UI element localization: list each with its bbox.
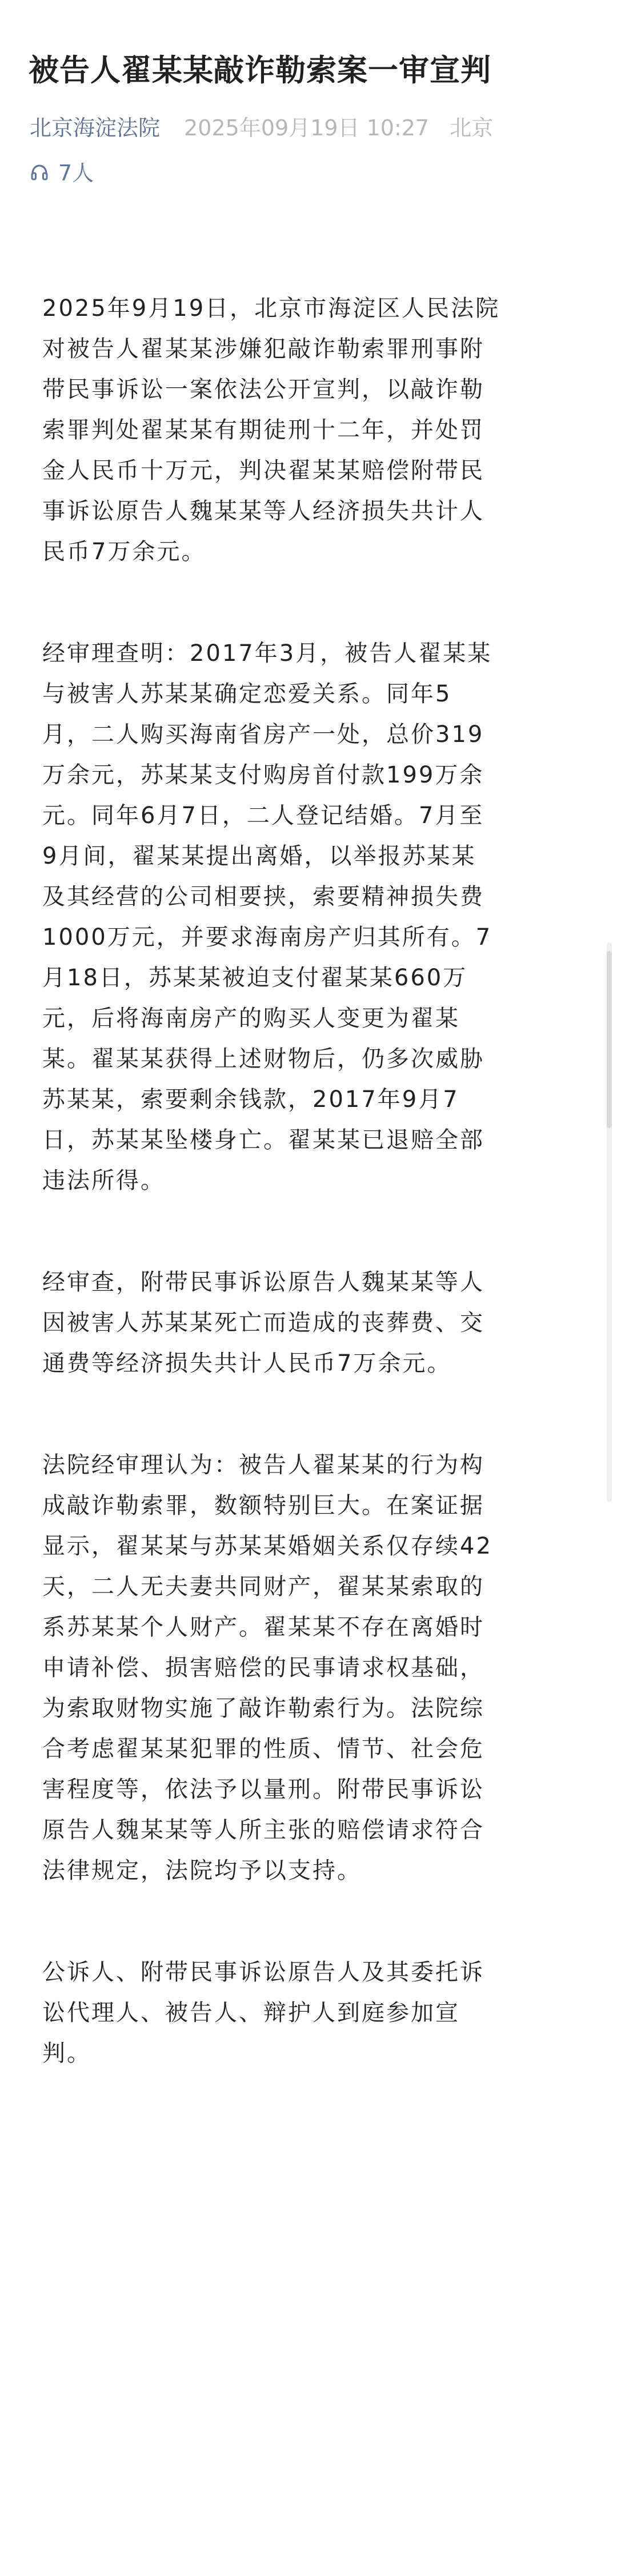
article-paragraph: 经审查，附带民事诉讼原告人魏某某等人 因被害人苏某某死亡而造成的丧葬费、交 通费等经济损失共计人民币7万余元。: [42, 1269, 484, 1377]
article-title: 被告人翟某某敲诈勒索案一审宣判: [29, 53, 491, 88]
article-paragraph: 经审理查明：2017年3月，被告人翟某某 与被害人苏某某确定恋爱关系。同年5 月，二人购买海南省房产一处，总价319 万余元，苏某某支付购房首付款199万余 元。同年6月7日，二人登记结婚。7月至 9月间，翟某某提出离婚，以举报苏某某 及其经营的公司相要挟，索要精神损失费 1000万元，并要求海南房产归其所有。7 月18日，苏某某被迫支付翟某某660万 元，后将海南房产的购买人变更为翟某 某。翟某某获得上述财物后，仍多次威胁 苏某某，索要剩余钱款，2017年9月7 日，苏某某坠楼身亡。翟某某已退赔全部 违法所得。: [42, 640, 492, 1194]
publish-datetime: 2025年09月19日 10:27: [184, 115, 430, 141]
article-meta: [30, 113, 493, 143]
listener-count: [30, 158, 94, 188]
source-link[interactable]: 北京海淀法院: [30, 115, 161, 141]
article-paragraph: 公诉人、附带民事诉讼原告人及其委托诉 讼代理人、被告人、辩护人到庭参加宣 判。: [42, 1959, 484, 2067]
scrollbar-thumb[interactable]: [607, 951, 612, 1128]
article-body: [42, 288, 580, 2135]
headphone-icon: [30, 163, 49, 183]
article-paragraph: 法院经审理认为：被告人翟某某的行为构 成敲诈勒索罪，数额特别巨大。在案证据 显示，翟某某与苏某某婚姻关系仅存续42 天，二人无夫妻共同财产，翟某某索取的 系苏某某个人财产。翟某某不存在离婚时 申请补偿、损害赔偿的民事请求权基础， 为索取财物实施了敲诈勒索行为。法院综 合考虑翟某某犯罪的性质、情节、社会危 害程度等，依法予以量刑。附带民事诉讼 原告人魏某某等人所主张的赔偿请求符合 法律规定，法院均予以支持。: [42, 1452, 492, 1884]
article-paragraph: 2025年9月19日，北京市海淀区人民法院 对被告人翟某某涉嫌犯敲诈勒索罪刑事附 带民事诉讼一案依法公开宣判，以敲诈勒 索罪判处翟某某有期徒刑十二年，并处罚 金人民币十万元，判决翟某某赔偿附带民 事诉讼原告人魏某某等人经济损失共计人 民币7万余元。: [42, 295, 500, 565]
listener-count-label: 7人: [58, 161, 94, 186]
publish-location: 北京: [450, 115, 494, 141]
bottom-watermark: [197, 2555, 368, 2567]
